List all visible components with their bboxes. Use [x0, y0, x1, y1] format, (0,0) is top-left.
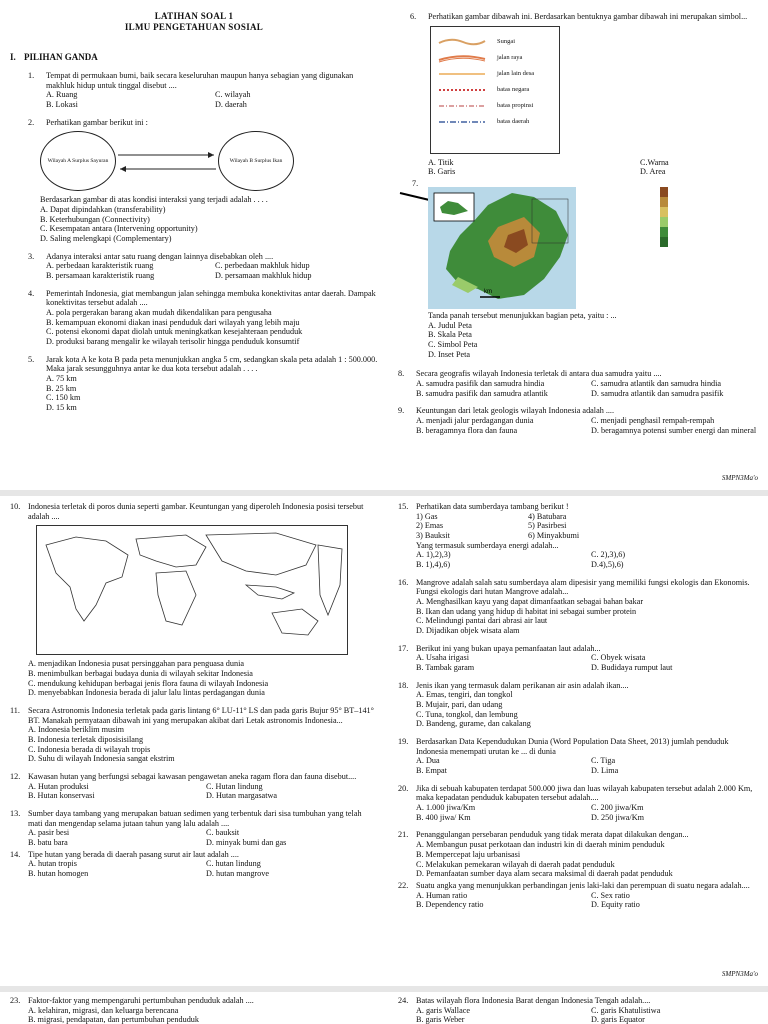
- river-line-icon: [437, 37, 487, 47]
- option[interactable]: B. Ikan dan udang yang hidup di habitat ini sebagai sumber protein: [416, 606, 637, 616]
- option[interactable]: B. Mujair, pari, dan udang: [416, 700, 503, 710]
- option[interactable]: C. Indonesia berada di wilayah tropis: [28, 744, 151, 754]
- option[interactable]: D. 15 km: [46, 402, 77, 412]
- page-1: [0, 0, 768, 490]
- option[interactable]: D. hutan mangrove: [206, 869, 269, 879]
- question-22: 22. Suatu angka yang menunjukkan perbandingan jenis laki-laki dan perempuan di suatu negara adalah.... A. Human ratio C. Sex ratio B. Dependency ratio D. Equity ratio: [398, 881, 760, 910]
- interaction-diagram: [40, 127, 378, 195]
- option[interactable]: B. menimbulkan berbagai budaya dunia di wilayah sekitar Indonesia: [28, 669, 253, 679]
- option[interactable]: A. garis Wallace: [416, 1005, 470, 1015]
- option[interactable]: A. menjadi jalur perdagangan dunia: [416, 416, 534, 426]
- question-7-map: [398, 179, 760, 311]
- option[interactable]: A. Dapat dipindahkan (transferability): [40, 204, 166, 214]
- question-17: 17. Berikut ini yang bukan upaya pemanfaatan laut adalah... A. Usaha irigasi C. Obyek wisata B. Tambak garam D. Budidaya rumput laut: [398, 644, 760, 673]
- option[interactable]: A. Human ratio: [416, 890, 468, 900]
- option[interactable]: A. kelahiran, migrasi, dan keluarga berencana: [28, 1005, 179, 1015]
- option[interactable]: D. menyebabkan Indonesia berada di jalur lalu lintas perdagangan dunia: [28, 688, 265, 698]
- option[interactable]: D. Suhu di wilayah Indonesia sangat ekstrim: [28, 754, 175, 764]
- option[interactable]: A. hutan tropis: [28, 859, 77, 869]
- question-7-number: 7.: [412, 179, 419, 189]
- question-13: 13. Sumber daya tambang yang merupakan batuan sedimen yang terbentuk dari sisa tumbuhan yang telah mati dan mengendap selama jutaan tahun yang lalu adalah .... A. pasir besi C. bauksit B. batu bara D. minyak bumi dan gas: [10, 809, 378, 848]
- option[interactable]: A. pasir besi: [28, 828, 70, 838]
- option[interactable]: C. Obyek wisata: [591, 653, 646, 663]
- question-7-body: Tanda panah tersebut menunjukkan bagian peta, yaitu : ... A. Judul Peta B. Skala Peta C. Simbol Peta D. Inset Peta: [428, 311, 760, 359]
- option[interactable]: A. samudra pasifik dan samudra hindia: [416, 379, 545, 389]
- question-2-body: Berdasarkan gambar di atas kondisi interaksi yang terjadi adalah . . . . A. Dapat dipindahkan (transferability) B. Keterhubungan (Connectivity) C. Kesempatan antara (Intervening opportunity) D. Saling melengkapi (Complementary): [40, 195, 378, 243]
- option[interactable]: C. Tuna, tongkol, dan lembung: [416, 709, 518, 719]
- option[interactable]: C. potensi ekonomi dapat diolah untuk meningkatkan kesejahteraan penduduk: [46, 327, 303, 337]
- page-title: LATIHAN SOAL 1: [154, 11, 234, 21]
- option[interactable]: D. Budidaya rumput laut: [591, 663, 673, 673]
- data-item: 4) Batubara: [528, 511, 567, 521]
- page-footer: SMPN3Ma'o: [721, 969, 758, 978]
- option[interactable]: D. Equity ratio: [591, 900, 640, 910]
- option[interactable]: D. Dijadikan objek wisata alam: [416, 626, 520, 636]
- question-14: 14. Tipe hutan yang berada di daerah pasang surut air laut adalah .... A. hutan tropis C. hutan lindung B. hutan homogen D. hutan mangrove: [10, 850, 378, 879]
- region-a-circle: Wilayah A Surplus Sayuran: [40, 131, 116, 191]
- page-footer: SMPN3Ma'o: [721, 473, 758, 482]
- legend-highway: jalan raya: [437, 53, 553, 63]
- option[interactable]: D. Saling melengkapi (Complementary): [40, 233, 172, 243]
- right-column: [398, 496, 760, 986]
- village-road-icon: [437, 69, 487, 79]
- left-column: [10, 992, 378, 1024]
- option[interactable]: A. Ruang: [46, 90, 78, 100]
- option[interactable]: C. Melakukan pemekaran wilayah di daerah padat penduduk: [416, 859, 615, 869]
- option[interactable]: B. 25 km: [46, 383, 77, 393]
- option[interactable]: C. mendukung kehidupan berbagai jenis flora fauna di wilayah Indonesia: [28, 678, 269, 688]
- question-1: 1. Tempat di permukaan bumi, baik secara keseluruhan maupun hanya sebagian yang digunakan makhluk hidup untuk tinggal disebut .... A. Ruang C. wilayah B. Lokasi D. daerah: [28, 71, 378, 110]
- right-column: [398, 0, 760, 490]
- option[interactable]: C. garis Khatulistiwa: [591, 1005, 661, 1015]
- option[interactable]: B. Hutan konservasi: [28, 791, 95, 801]
- option[interactable]: C. Melindungi pantai dari abrasi air laut: [416, 616, 548, 626]
- option[interactable]: A. Membangun pusat perkotaan dan industri kin di daerah minim penduduk: [416, 840, 665, 850]
- legend-river: Sungai: [437, 37, 553, 47]
- option[interactable]: C. perbedaan makhluk hidup: [215, 261, 310, 271]
- question-21: 21. Penanggulangan persebaran penduduk yang tidak merata dapat dilakukan dengan... A. Membangun pusat perkotaan dan industri kin di daerah minim penduduk B. Mempercepat laju urbanisasi C. Melakukan pemekaran wilayah di daerah padat penduduk D. Pemanfaatan sumber daya alam secara maksimal di daerah padat penduduk: [398, 830, 760, 878]
- data-item: 5) Pasirbesi: [528, 521, 567, 531]
- option[interactable]: D. garis Equator: [591, 1015, 645, 1024]
- option[interactable]: C. Tiga: [591, 756, 616, 766]
- question-10: 10. Indonesia terletak di poros dunia seperti gambar. Keuntungan yang diperoleh Indonesia posisi tersebut adalah ....: [10, 502, 364, 521]
- option[interactable]: B. Dependency ratio: [416, 900, 484, 910]
- option[interactable]: A. Menghasilkan kayu yang dapat dimanfaatkan sebagai bahan bakar: [416, 597, 644, 607]
- district-border-icon: [437, 117, 487, 127]
- option[interactable]: C.Warna: [640, 157, 669, 167]
- option[interactable]: D. persamaan makhluk hidup: [215, 270, 312, 280]
- data-item: 6) Minyakbumi: [528, 531, 580, 541]
- option[interactable]: B. Lokasi: [46, 99, 78, 109]
- highway-line-icon: [437, 53, 487, 63]
- option[interactable]: A. Dua: [416, 756, 440, 766]
- page-subtitle: ILMU PENGETAHUAN SOSIAL: [124, 21, 264, 32]
- option[interactable]: B. batu bara: [28, 838, 68, 848]
- map-legend-box: [430, 26, 560, 154]
- data-item: 3) Bauksit: [416, 531, 450, 541]
- region-b-circle: Wilayah B Surplus Ikan: [218, 131, 294, 191]
- question-18: 18. Jenis ikan yang termasuk dalam perikanan air asin adalah ikan.... A. Emas, tengiri, dan tongkol B. Mujair, pari, dan udang C. Tuna, tongkol, dan lembung D. Bandeng, gurame, dan cakalang: [398, 681, 760, 729]
- option[interactable]: C. 150 km: [46, 393, 81, 403]
- option[interactable]: B. 400 jiwa/ Km: [416, 812, 471, 822]
- option[interactable]: D. Hutan margasatwa: [206, 791, 278, 801]
- question-6-options: [428, 158, 760, 177]
- page-2: [0, 496, 768, 986]
- data-item: 1) Gas: [416, 511, 438, 521]
- question-4: 4. Pemerintah Indonesia, giat membangun jalan sehingga membuka konektivitas antar daerah. Dampak konektivitas tersebut adalah .... A. pola pergerakan barang akan mudah dikendalikan para pengusaha B. kemampuan ekonomi diakan inasi penduduk dari wilayah yang lebih maju C. potensi ekonomi dapat diolah untuk meningkatkan kesejahteraan penduduk D. produksi barang mengalir ke wilayah terisolir hingga penduduk konsumtif: [28, 289, 378, 347]
- option[interactable]: B. beragamnya flora dan fauna: [416, 425, 518, 435]
- option[interactable]: B. Garis: [428, 167, 456, 177]
- question-6: 6. Perhatikan gambar dibawah ini. Berdasarkan bentuknya gambar dibawah ini merupakan simbol...: [410, 12, 748, 21]
- legend-village-road: jalan lain desa: [437, 69, 553, 79]
- data-item: 2) Emas: [416, 521, 444, 531]
- option[interactable]: D. beragamnya potensi sumber energi dan mineral: [591, 425, 757, 435]
- question-8: 8. Secara geografis wilayah Indonesia terletak di antara dua samudra yaitu .... A. samudra pasifik dan samudra hindia C. samudra atlantik dan samudra hindia B. samudra pasifik dan samudra atlantik D. samudra atlantik dan samudra pasifik: [398, 369, 760, 398]
- question-23: 23. Faktor-faktor yang mempengaruhi pertumbuhan penduduk adalah .... A. kelahiran, migrasi, dan keluarga berencana B. migrasi, pendapatan, dan pertumbuhan penduduk: [10, 996, 378, 1024]
- option[interactable]: C. bauksit: [206, 828, 240, 838]
- option[interactable]: D. Bandeng, gurame, dan cakalang: [416, 719, 531, 729]
- arrows-icon: [116, 147, 218, 177]
- option[interactable]: B. samudra pasifik dan samudra atlantik: [416, 388, 548, 398]
- right-column: [398, 992, 760, 1024]
- option[interactable]: A. 1),2),3): [416, 550, 451, 560]
- legend-country-border: batas negara: [437, 85, 553, 95]
- option[interactable]: B. Keterhubungan (Connectivity): [40, 214, 150, 224]
- question-12: 12. Kawasan hutan yang berfungsi sebagai kawasan pengawetan aneka ragam flora dan fauna disebut.... A. Hutan produksi C. Hutan lindung B. Hutan konservasi D. Hutan margasatwa: [10, 772, 378, 801]
- option[interactable]: B. kemampuan ekonomi diakan inasi penduduk dari wilayah yang lebih maju: [46, 317, 300, 327]
- page-3: [0, 992, 768, 1024]
- option[interactable]: D. 250 jiwa/Km: [591, 812, 644, 822]
- option[interactable]: C. 2),3),6): [591, 550, 626, 560]
- borneo-map: [428, 187, 576, 309]
- option[interactable]: A. Titik: [428, 157, 454, 167]
- option[interactable]: A. Emas, tengiri, dan tongkol: [416, 690, 513, 700]
- question-19: 19. Berdasarkan Data Kependudukan Dunia (Word Population Data Sheet, 2013) jumlah penduduk Indonesia menempati urutan ke ... di dunia A. Dua C. Tiga B. Empat D. Lima: [398, 737, 760, 776]
- question-5: 5. Jarak kota A ke kota B pada peta menunjukkan angka 5 cm, sedangkan skala peta adalah 1 : 500.000. Maka jarak sesungguhnya antar ke dua kota tersebut adalah . . . . A. 75 km B. 25 km C. 150 km D. 15 km: [28, 354, 378, 412]
- option[interactable]: C. 200 jiwa/Km: [591, 803, 644, 813]
- question-16: 16. Mangrove adalah salah satu sumberdaya alam dipesisir yang memiliki fungsi ekologis dan Ekonomis. Fungsi ekologis dari hutan Mangrove adalah... A. Menghasilkan kayu yang dapat dimanfaatkan sebagai bahan bakar B. Ikan dan udang yang hidup di habitat ini sebagai sumber protein C. Melindungi pantai dari abrasi air laut D. Dijadikan objek wisata alam: [398, 578, 760, 636]
- question-3: 3. Adanya interaksi antar satu ruang dengan lainnya disebabkan oleh .... A. perbedaan karakteristik ruang C. perbedaan makhluk hidup B. persamaan karakteristik ruang D. persamaan makhluk hidup: [28, 252, 378, 281]
- elevation-colorbar: [660, 187, 670, 247]
- option[interactable]: A. Usaha irigasi: [416, 653, 469, 663]
- option[interactable]: A. pola pergerakan barang akan mudah dikendalikan para pengusaha: [46, 307, 272, 317]
- option[interactable]: D. Inset Peta: [428, 349, 471, 359]
- option[interactable]: B. Mempercepat laju urbanisasi: [416, 849, 521, 859]
- option[interactable]: D. Pemanfaatan sumber daya alam secara maksimal di daerah padat penduduk: [416, 869, 673, 879]
- option[interactable]: A. 1.000 jiwa/Km: [416, 803, 476, 813]
- option[interactable]: B. Empat: [416, 766, 447, 776]
- question-9: 9. Keuntungan dari letak geologis wilayah Indonesia adalah .... A. menjadi jalur perdagangan dunia C. menjadi penghasil rempah-rempah B. beragamnya flora dan fauna D. beragamnya potensi sumber energi dan mineral: [398, 406, 760, 435]
- option[interactable]: B. Tambak garam: [416, 663, 475, 673]
- option[interactable]: A. 75 km: [46, 373, 77, 383]
- option[interactable]: C. hutan lindung: [206, 859, 261, 869]
- option[interactable]: D. samudra atlantik dan samudra pasifik: [591, 388, 724, 398]
- option[interactable]: A. Indonesia beriklim musim: [28, 725, 124, 735]
- option[interactable]: C. menjadi penghasil rempah-rempah: [591, 416, 715, 426]
- option[interactable]: B. Indonesia terletak diposisisilang: [28, 735, 144, 745]
- province-border-icon: [437, 101, 487, 111]
- option[interactable]: D. Area: [640, 167, 666, 177]
- option[interactable]: B. hutan homogen: [28, 869, 89, 879]
- option[interactable]: B. garis Weber: [416, 1015, 465, 1024]
- question-20: 20. Jika di sebuah kabupaten terdapat 500.000 jiwa dan luas wilayah kabupaten tersebut adalah 2.000 Km, maka kepadatan penduduk kabupaten tersebut adalah.... A. 1.000 jiwa/Km C. 200 jiwa/Km B. 400 jiwa/ Km D. 250 jiwa/Km: [398, 784, 760, 823]
- option[interactable]: C. Sex ratio: [591, 890, 630, 900]
- option[interactable]: B. Skala Peta: [428, 330, 472, 340]
- question-2: 2. Perhatikan gambar berikut ini :: [28, 117, 148, 127]
- option[interactable]: A. Hutan produksi: [28, 781, 89, 791]
- legend-province-border: batas propinsi: [437, 101, 553, 111]
- option[interactable]: C. Kesempatan antara (Intervening opportunity): [40, 224, 198, 234]
- left-column: [10, 0, 378, 490]
- section-heading: I. PILIHAN GANDA: [10, 52, 98, 63]
- option[interactable]: C. wilayah: [215, 90, 251, 100]
- option[interactable]: A. menjadikan Indonesia pusat persinggahan para penguasa dunia: [28, 659, 244, 669]
- question-24: 24. Batas wilayah flora Indonesia Barat dengan Indonesia Tengah adalah.... A. garis Wallace C. garis Khatulistiwa B. garis Weber D. garis Equator: [398, 996, 760, 1024]
- option[interactable]: A. Judul Peta: [428, 320, 472, 330]
- option[interactable]: C. samudra atlantik dan samudra hindia: [591, 379, 722, 389]
- option[interactable]: D. produksi barang mengalir ke wilayah terisolir hingga penduduk konsumtif: [46, 336, 300, 346]
- option[interactable]: A. perbedaan karakteristik ruang: [46, 261, 154, 271]
- option[interactable]: C. Hutan lindung: [206, 781, 263, 791]
- option[interactable]: B. 1),4),6): [416, 560, 451, 570]
- world-map: [36, 525, 348, 655]
- option[interactable]: D. daerah: [215, 99, 247, 109]
- option[interactable]: D.4),5),6): [591, 560, 624, 570]
- option[interactable]: D. minyak bumi dan gas: [206, 838, 287, 848]
- option[interactable]: B. migrasi, pendapatan, dan pertumbuhan penduduk: [28, 1015, 199, 1024]
- map-scale-label: km: [484, 289, 492, 296]
- option[interactable]: C. Simbol Peta: [428, 340, 478, 350]
- country-border-icon: [437, 85, 487, 95]
- left-column: [10, 496, 378, 986]
- question-11: 11. Secara Astronomis Indonesia terletak pada garis lintang 6° LU-11° LS dan pada garis Bujur 95° BT–141° BT. Manakah pernyataan dibawah ini yang merupakan akibat dari Letak astronomis Indonesia... A. Indonesia beriklim musim B. Indonesia terletak diposisisilang C. Indonesia berada di wilayah tropis D. Suhu di wilayah Indonesia sangat ekstrim: [10, 706, 378, 764]
- legend-district-border: batas daerah: [437, 117, 553, 127]
- question-15: 15. Perhatikan data sumberdaya tambang berikut ! 1) Gas 4) Batubara 2) Emas 5) Pasirbesi 3) Bauksit 6) Minyakbumi Yang termasuk sumberdaya energi adalah... A. 1),2),3) C. 2),3),6) B. 1),4),6) D.4),5),6): [398, 502, 760, 570]
- option[interactable]: D. Lima: [591, 766, 619, 776]
- question-10-options: [28, 659, 378, 698]
- option[interactable]: B. persamaan karakteristik ruang: [46, 270, 155, 280]
